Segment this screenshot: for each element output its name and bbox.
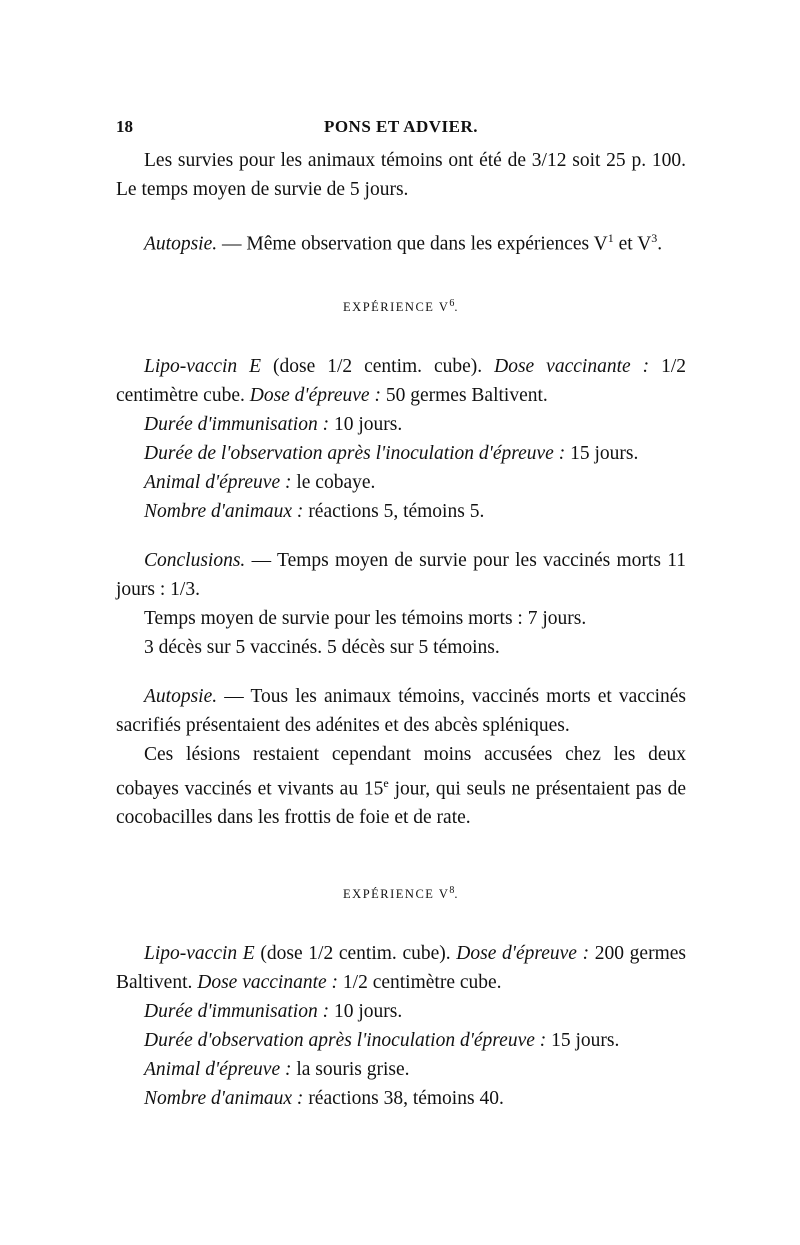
exp8-dose-vacc-label: Dose vaccinante : <box>197 972 339 994</box>
exp8-animal-label: Animal d'épreuve : <box>144 1059 292 1081</box>
running-title: PONS ET ADVIER. <box>323 117 479 136</box>
exp6-animal-label: Animal d'épreuve : <box>144 471 292 493</box>
page-header <box>116 112 686 146</box>
exp6-dose-epr-label: Dose d'épreuve : <box>249 384 381 406</box>
exp6-title-end: . <box>454 299 459 314</box>
exp8-animal-text: la souris grise. <box>291 1059 410 1081</box>
exp6-count <box>116 497 686 526</box>
exp8-title-text: EXPÉRIENCE V <box>343 887 450 902</box>
exp6-vaccine-paragraph <box>116 352 686 410</box>
section-title-exp6 <box>116 289 686 322</box>
exp8-animal <box>116 1055 686 1084</box>
exp6-immunisation <box>116 410 686 439</box>
exp8-vaccine-paragraph <box>116 939 686 997</box>
exp6-autopsy <box>116 682 686 740</box>
exp6-concl-text: — Temps moyen de survie pour les vaccinés morts 11 jours : 1/3. <box>116 549 686 600</box>
exp6-dose-vacc-text: 1/2 centimètre cube. <box>116 355 686 406</box>
exp8-count <box>116 1084 686 1113</box>
exp6-immun-text: 10 jours. <box>329 413 403 435</box>
autopsy-paragraph-intro <box>116 224 686 259</box>
exp6-lesions <box>116 740 686 833</box>
exp8-immun-text: 10 jours. <box>329 1001 403 1023</box>
exp8-immunisation <box>116 997 686 1026</box>
page-number: 18 <box>116 117 133 136</box>
exp6-title-sup: 6 <box>449 297 455 309</box>
exp6-observation <box>116 439 686 468</box>
autopsy-end: . <box>657 233 663 255</box>
exp6-obs-label: Durée de l'observation après l'inoculation d'épreuve : <box>144 442 566 464</box>
exp6-immun-label: Durée d'immunisation : <box>144 413 330 435</box>
exp6-autopsy-label: Autopsie. <box>144 685 218 707</box>
exp6-lesions-b: jour, qui seuls ne présentaient pas de cocobacilles dans les frottis de foie et de rate. <box>116 778 686 829</box>
exp6-title-text: EXPÉRIENCE V <box>343 299 450 314</box>
exp8-observation <box>116 1026 686 1055</box>
exp8-dose-vacc-text: 1/2 centimètre cube. <box>338 972 502 994</box>
exp8-dose-epr-label: Dose d'épreuve : <box>456 943 590 965</box>
exp8-vaccine-label: Lipo-vaccin E <box>144 943 255 965</box>
exp6-autopsy-text: — Tous les animaux témoins, vaccinés morts et vaccinés sacrifiés présentaient des adénites et des abcès spléniques. <box>116 685 686 736</box>
exp6-conclusions-line3: 3 décès sur 5 vaccinés. 5 décès sur 5 témoins. <box>144 636 500 658</box>
exp8-count-text: réactions 38, témoins 40. <box>303 1088 504 1110</box>
exp6-count-label: Nombre d'animaux : <box>144 500 304 522</box>
autopsy-text: — Même observation que dans les expériences V <box>217 233 608 255</box>
exp6-lesions-a: Ces lésions restaient cependant moins accusées chez les deux cobayes vaccinés et vivants au 15 <box>116 743 686 800</box>
exp8-count-label: Nombre d'animaux : <box>144 1088 304 1110</box>
exp8-title-end: . <box>454 887 459 902</box>
survival-paragraph: Les survies pour les animaux témoins ont été de 3/12 soit 25 p. 100. Le temps moyen de survie de 5 jours. <box>116 150 686 200</box>
autopsy-sup-2: 3 <box>651 231 658 245</box>
exp6-count-text: réactions 5, témoins 5. <box>303 500 485 522</box>
exp8-immun-label: Durée d'immunisation : <box>144 1001 330 1023</box>
exp6-obs-text: 15 jours. <box>565 442 639 464</box>
exp6-dose-vacc-label: Dose vaccinante : <box>494 355 650 377</box>
exp6-conclusions <box>116 546 686 604</box>
autopsy-mid: et V <box>613 233 652 255</box>
exp6-lesions-sup: e <box>383 775 389 790</box>
exp8-obs-label: Durée d'observation après l'inoculation d'épreuve : <box>144 1030 547 1052</box>
exp6-animal <box>116 468 686 497</box>
exp8-vaccine-text: (dose 1/2 centim. cube). <box>254 943 457 965</box>
exp6-conclusions-line2: Temps moyen de survie pour les témoins morts : 7 jours. <box>144 607 587 629</box>
exp8-dose-epr-text: 200 germes Baltivent. <box>116 943 686 994</box>
section-title-exp8 <box>116 876 686 909</box>
exp6-concl-label: Conclusions. <box>144 549 246 571</box>
book-page <box>116 112 686 1113</box>
exp6-vaccine-label: Lipo-vaccin E <box>144 355 262 377</box>
autopsy-sup-1: 1 <box>607 231 614 245</box>
exp6-animal-text: le cobaye. <box>291 471 376 493</box>
exp8-obs-text: 15 jours. <box>546 1030 620 1052</box>
exp6-dose-epr-text: 50 germes Baltivent. <box>380 384 548 406</box>
exp8-title-sup: 8 <box>449 885 455 897</box>
autopsy-label: Autopsie. <box>144 233 218 255</box>
exp6-vaccine-text: (dose 1/2 centim. cube). <box>261 355 495 377</box>
